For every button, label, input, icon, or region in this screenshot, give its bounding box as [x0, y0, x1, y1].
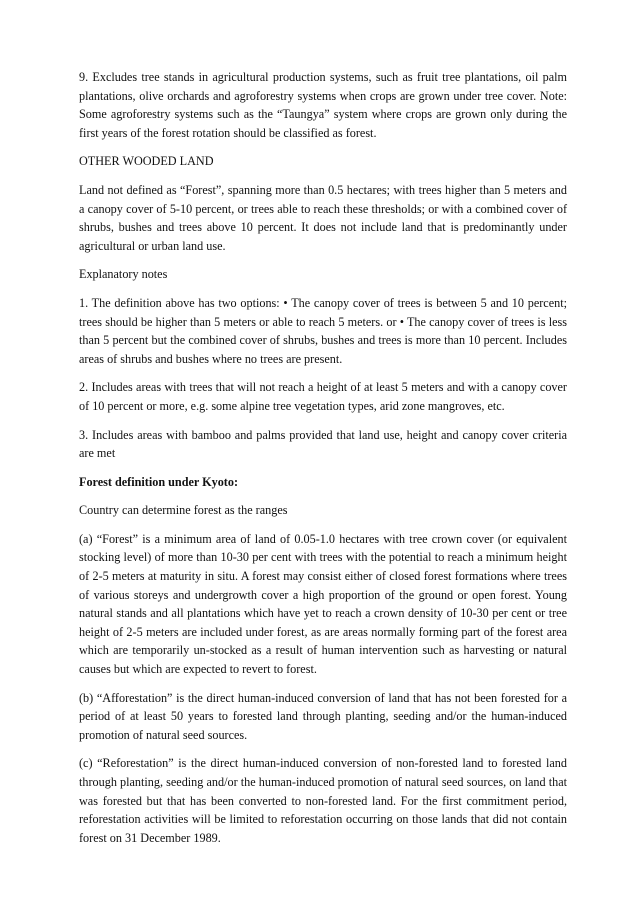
paragraph-note-3: 3. Includes areas with bamboo and palms provided that land use, height and canopy cover criteria are met: [79, 427, 567, 461]
paragraph-country-ranges: Country can determine forest as the ranges: [79, 503, 288, 518]
paragraph-note-1: 1. The definition above has two options: • The canopy cover of trees is between 5 and 10 percent; trees should be higher than 5 meters or able to reach 5 meters. or • The canopy cover of trees is less than 5 percent but the combined cover of shrubs, bushes and trees is more than 10 percent. Includes areas of shrubs and bushes where no trees are present.: [79, 295, 567, 366]
paragraph-forest-a: (a) “Forest” is a minimum area of land of 0.05-1.0 hectares with tree crown cover (or equivalent stocking level) of more than 10-30 per cent with trees with the potential to reach a minimum height of 2-5 meters at maturity in situ. A forest may consist either of closed forest formations where trees of various storeys and undergrowth cover a high proportion of the ground or open forest. Young natural stands and all plantations which have yet to reach a crown density of 10-30 per cent or tree height of 2-5 meters are included under forest, as are areas normally forming part of the forest area which are temporarily un-stocked as a result of human intervention such as harvesting or natural causes but which are expected to revert to forest.: [79, 531, 567, 677]
paragraph-note-2: 2. Includes areas with trees that will not reach a height of at least 5 meters and with a canopy cover of 10 percent or more, e.g. some alpine tree vegetation types, arid zone mangroves, etc.: [79, 380, 567, 413]
paragraph-note-9: 9. Excludes tree stands in agricultural production systems, such as fruit tree plantations, oil palm plantations, olive orchards and agroforestry systems when crops are grown under tree cover. Note: Some agroforestry systems such as the “Taungya” system where crops are grown only during the first years of the forest rotation should be classified as forest.: [79, 70, 567, 140]
paragraph-owl-definition: Land not defined as “Forest”, spanning more than 0.5 hectares; with trees higher than 5 meters and a canopy cover of 5-10 percent, or trees able to reach these thresholds; or with a combined cover of shrubs, bushes and trees above 10 percent. It does not include land that is predominantly under agricultural or urban land use.: [79, 182, 567, 253]
heading-other-wooded-land: OTHER WOODED LAND: [79, 154, 214, 169]
heading-explanatory-notes: Explanatory notes: [79, 267, 168, 282]
paragraph-reforestation-c: (c) “Reforestation” is the direct human-induced conversion of non-forested land to forested land through planting, seeding and/or the human-induced promotion of natural seed sources, on land that was forested but that has been converted to non-forested land. For the first commitment period, reforestation activities will be limited to reforestation occurring on those lands that did not contain forest on 31 December 1989.: [79, 756, 567, 845]
document-page: [79, 68, 567, 857]
heading-kyoto-definition: Forest definition under Kyoto:: [79, 474, 239, 489]
paragraph-afforestation-b: (b) “Afforestation” is the direct human-induced conversion of land that has not been forested for a period of at least 50 years to forested land through planting, seeding and/or the human-induced promotion of natural seed sources.: [79, 690, 567, 742]
